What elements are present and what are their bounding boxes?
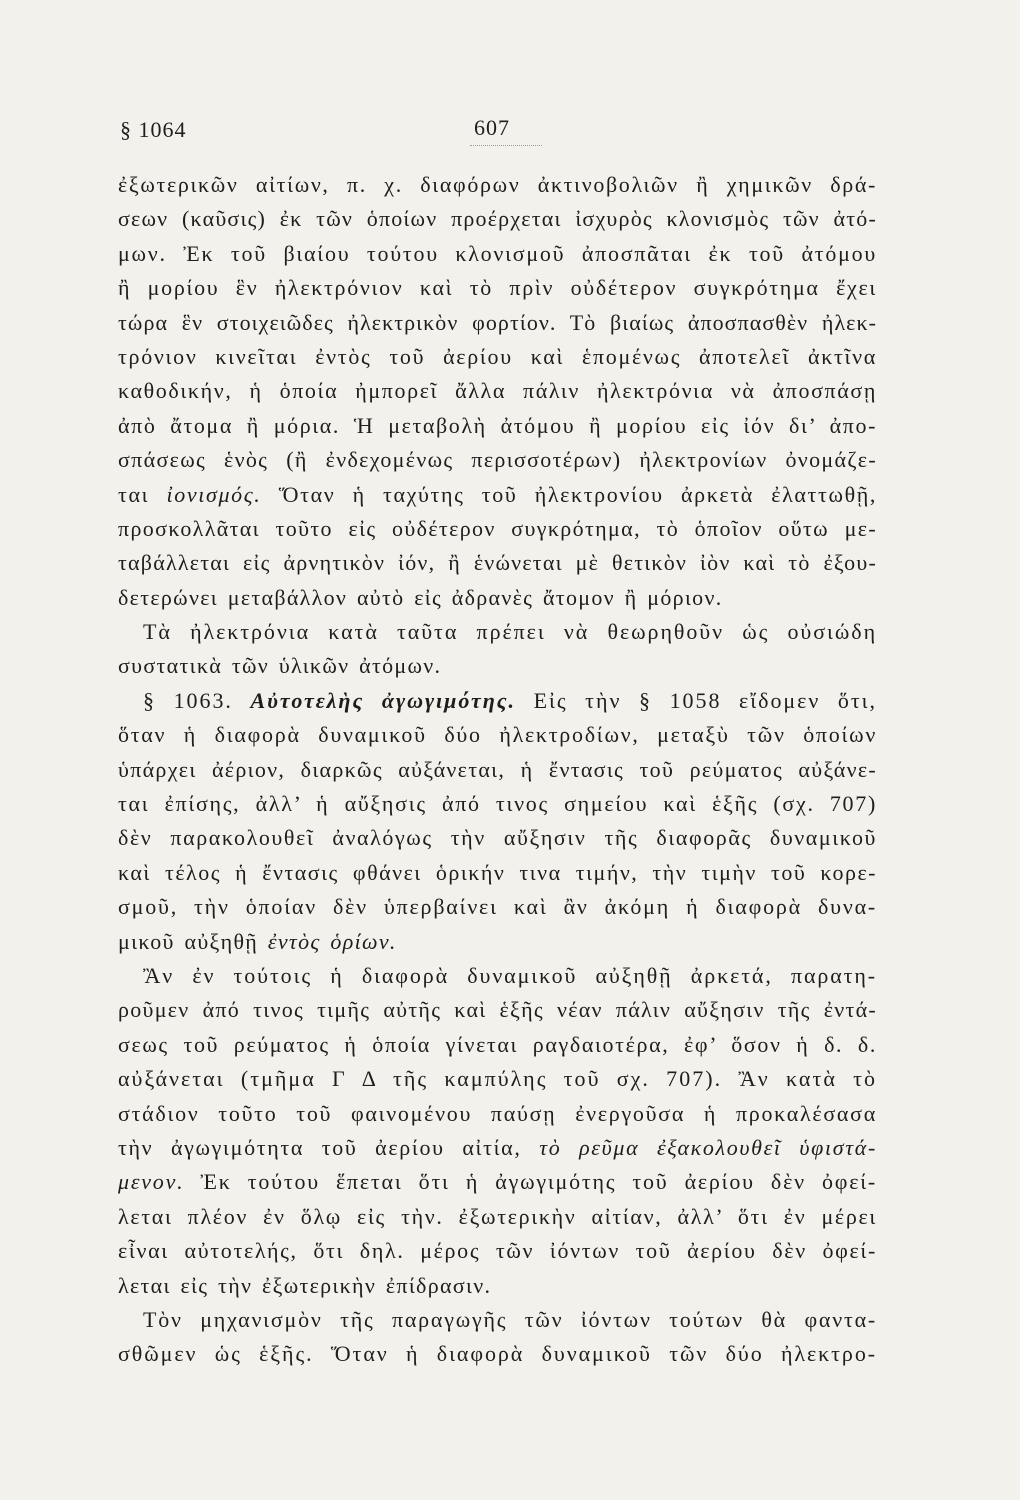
line-text: σπάσεως ἑνὸς (ἢ ἐνδεχομένως περισσοτέρων) ἠλεκτρονίων ὀνομάζε- — [118, 447, 877, 473]
text-line — [118, 684, 878, 718]
line-text: συστατικὰ τῶν ὑλικῶν ἀτόμων. — [118, 653, 442, 679]
line-text: δετερώνει μεταβάλλον αὐτὸ εἰς ἀδρανὲς ἄτομον ἢ μόριον. — [118, 584, 723, 610]
line-text: προσκολλᾶται τοῦτο εἰς οὐδέτερον συγκρότημα, τὸ ὁποῖον οὕτω με- — [118, 515, 877, 541]
line-text: δὲν παρακολουθεῖ ἀναλόγως τὴν αὔξησιν τῆς διαφορᾶς δυναμικοῦ — [118, 825, 877, 851]
running-head-section: § 1064 — [120, 117, 187, 142]
text-line — [118, 1028, 878, 1062]
text-line — [118, 443, 878, 477]
line-text: αὐξάνεται (τμῆμα Γ Δ τῆς καμπύλης τοῦ σχ. 707). Ἂν κατὰ τὸ — [118, 1066, 877, 1092]
line-text: σθῶμεν ὡς ἑξῆς. Ὅταν ἡ διαφορὰ δυναμικοῦ τῶν δύο ἠλεκτρο- — [118, 1341, 877, 1367]
text-line — [118, 1165, 878, 1199]
line-text — [118, 478, 877, 512]
text-line — [118, 306, 878, 340]
text-segment: Εἰς τὴν § 1058 εἴδομεν ὅτι, — [515, 687, 878, 713]
text-line — [118, 1097, 878, 1131]
text-segment: τὴν ἀγωγιμότητα τοῦ ἀερίου αἰτία, — [118, 1134, 540, 1160]
text-line — [118, 581, 878, 615]
line-text: λεται πλέον ἐν ὅλῳ εἰς τὴν. ἐξωτερικὴν αἰτίαν, ἀλλ’ ὅτι ἐν μέρει — [118, 1203, 877, 1229]
line-text: ὑπάρχει ἀέριον, διαρκῶς αὐξάνεται, ἡ ἔντασις τοῦ ρεύματος αὐξάνε- — [118, 756, 877, 782]
line-text: εἶναι αὐτοτελής, ὅτι δηλ. μέρος τῶν ἰόντων τοῦ ἀερίου δὲν ὀφεί- — [118, 1238, 877, 1264]
line-text: ται ἐπίσης, ἀλλ’ ἡ αὔξησις ἀπό τινος σημείου καὶ ἑξῆς (σχ. 707) — [118, 791, 877, 817]
text-line — [118, 546, 878, 580]
line-text: ἐξωτερικῶν αἰτίων, π. χ. διαφόρων ἀκτινοβολιῶν ἢ χημικῶν δρά- — [118, 172, 877, 197]
running-head — [118, 112, 878, 148]
line-text — [118, 1165, 877, 1199]
text-line — [118, 1234, 878, 1268]
text-line — [118, 753, 878, 787]
section-heading-title: Αὐτοτελὴς ἀγωγιμότης. — [250, 687, 516, 713]
text-line — [118, 1269, 878, 1303]
line-text: τρόνιον κινεῖται ἐντὸς τοῦ ἀερίου καὶ ἑπομένως ἀποτελεῖ ἀκτῖνα — [118, 343, 877, 369]
text-line — [118, 821, 878, 855]
line-text: στάδιον τοῦτο τοῦ φαινομένου παύσῃ ἐνεργοῦσα ἡ προκαλέσασα — [118, 1100, 877, 1126]
text-line — [118, 168, 878, 202]
text-line — [118, 271, 878, 305]
italic-term: ἐντὸς ὁρίων. — [267, 928, 397, 954]
line-text — [118, 1131, 877, 1165]
text-line — [118, 374, 878, 408]
text-line — [118, 1200, 878, 1234]
line-text: Τὰ ἠλεκτρόνια κατὰ ταῦτα πρέπει νὰ θεωρηθοῦν ὡς οὐσιώδη — [143, 619, 877, 645]
line-text: καὶ τέλος ἡ ἔντασις φθάνει ὁρικήν τινα τιμήν, τὴν τιμὴν τοῦ κορε- — [118, 859, 877, 885]
text-line — [118, 1303, 878, 1337]
text-line — [118, 890, 878, 924]
text-line — [118, 478, 878, 512]
text-line — [118, 993, 878, 1027]
page-number-rule — [470, 145, 542, 146]
text-line — [118, 1062, 878, 1096]
section-number: § 1063. — [143, 687, 251, 713]
text-line — [118, 202, 878, 236]
line-text: ἢ μορίου ἓν ἠλεκτρόνιον καὶ τὸ πρὶν οὐδέτερον συγκρότημα ἔχει — [118, 275, 877, 301]
text-line — [118, 959, 878, 993]
body-text — [118, 168, 878, 1372]
italic-term: τὸ ρεῦμα ἐξακολουθεῖ ὑφιστά- — [539, 1134, 877, 1160]
text-line — [118, 718, 878, 752]
text-line — [118, 237, 878, 271]
text-line — [118, 856, 878, 890]
line-text: σεως τοῦ ρεύματος ἡ ὁποία γίνεται ραγδαιοτέρα, ἐφ’ ὅσον ἡ δ. δ. — [118, 1031, 877, 1057]
text-line — [118, 1131, 878, 1165]
line-text: ὅταν ἡ διαφορὰ δυναμικοῦ δύο ἠλεκτροδίων, μεταξὺ τῶν ὁποίων — [118, 722, 877, 748]
line-text — [118, 925, 397, 959]
page-number: 607 — [474, 115, 510, 140]
line-text: ἀπὸ ἄτομα ἢ μόρια. Ἡ μεταβολὴ ἀτόμου ἢ μορίου εἰς ἰόν δι’ ἀπο- — [118, 412, 877, 438]
text-segment: ται — [118, 481, 167, 507]
text-segment: μικοῦ αὐξηθῇ — [118, 928, 268, 954]
italic-term: ἰονισμός. — [166, 481, 262, 507]
text-line — [118, 787, 878, 821]
text-segment: Ἐκ τούτου ἕπεται ὅτι ἡ ἀγωγιμότης τοῦ ἀερίου δὲν ὀφεί- — [184, 1169, 878, 1195]
line-text: σεων (καῦσις) ἐκ τῶν ὁποίων προέρχεται ἰσχυρὸς κλονισμὸς τῶν ἀτό- — [118, 206, 877, 232]
line-text: Τὸν μηχανισμὸν τῆς παραγωγῆς τῶν ἰόντων τούτων θὰ φαντα- — [143, 1306, 877, 1332]
italic-term: μενον. — [118, 1169, 185, 1195]
line-text: καθοδικήν, ἡ ὁποία ἠμπορεῖ ἄλλα πάλιν ἠλεκτρόνια νὰ ἀποσπάσῃ — [118, 378, 877, 404]
line-text: λεται εἰς τὴν ἐξωτερικὴν ἐπίδρασιν. — [118, 1272, 492, 1298]
text-line — [118, 925, 878, 959]
text-line — [118, 1337, 878, 1371]
text-line — [118, 649, 878, 683]
text-line — [118, 409, 878, 443]
line-text: ταβάλλεται εἰς ἀρνητικὸν ἰόν, ἢ ἑνώνεται μὲ θετικὸν ἰὸν καὶ τὸ ἐξου- — [118, 550, 877, 576]
line-text: μων. Ἐκ τοῦ βιαίου τούτου κλονισμοῦ ἀποσπᾶται ἐκ τοῦ ἀτόμου — [118, 240, 877, 266]
line-text: σμοῦ, τὴν ὁποίαν δὲν ὑπερβαίνει καὶ ἂν ἀκόμη ἡ διαφορὰ δυνα- — [118, 894, 877, 920]
line-text: τώρα ἓν στοιχειῶδες ἠλεκτρικὸν φορτίον. Τὸ βιαίως ἀποσπασθὲν ἠλεκ- — [118, 309, 877, 335]
text-line — [118, 512, 878, 546]
text-line — [118, 340, 878, 374]
text-line — [118, 615, 878, 649]
text-segment: Ὅταν ἡ ταχύτης τοῦ ἠλεκτρονίου ἀρκετὰ ἐλαττωθῇ, — [261, 481, 877, 507]
line-text — [143, 684, 877, 718]
line-text: Ἂν ἐν τούτοις ἡ διαφορὰ δυναμικοῦ αὐξηθῇ ἀρκετά, παρατη- — [143, 962, 877, 988]
line-text: ροῦμεν ἀπό τινος τιμῆς αὐτῆς καὶ ἑξῆς νέαν πάλιν αὔξησιν τῆς ἐντά- — [118, 997, 877, 1023]
